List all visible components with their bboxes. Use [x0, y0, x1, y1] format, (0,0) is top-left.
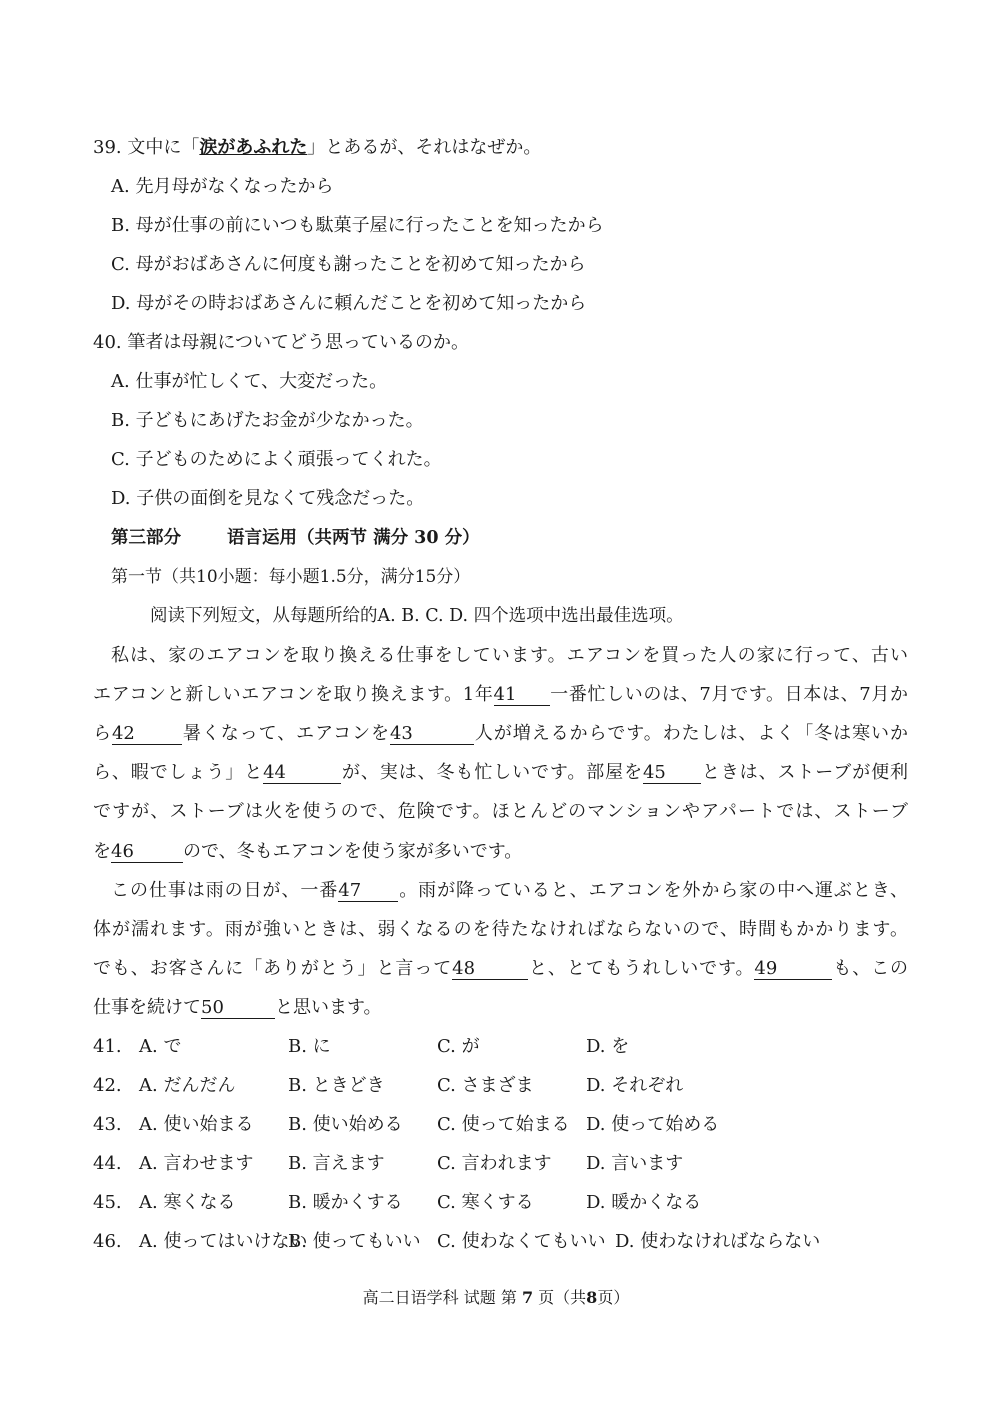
choice-number: 41. — [93, 1036, 122, 1057]
choice-option-a[interactable]: A. 言わせます — [139, 1153, 254, 1174]
passage-line: を46 ので、冬もエアコンを使う家が多いです。 — [93, 841, 523, 862]
choice-number: 44. — [93, 1153, 122, 1174]
blank-43[interactable]: 43 — [390, 724, 474, 745]
blank-42[interactable]: 42 — [112, 724, 182, 745]
q39-quote: 涙があふれた — [199, 137, 308, 158]
choice-option-a[interactable]: A. 使ってはいけない — [139, 1231, 308, 1252]
choice-option-d[interactable]: D. 暖かくなる — [586, 1192, 702, 1213]
blank-45[interactable]: 45 — [643, 763, 701, 784]
page-number: 7 — [521, 1288, 534, 1307]
choice-option-c[interactable]: C. が — [437, 1036, 480, 1057]
choice-option-c[interactable]: C. 言われます — [437, 1153, 552, 1174]
choice-number: 46. — [93, 1231, 122, 1252]
choice-option-d[interactable]: D. それぞれ — [586, 1075, 684, 1096]
passage-line: エアコンと新しいエアコンを取り換えます。1年41 一番忙しいのは、7月です。日本は、7月か — [93, 684, 908, 705]
passage-line: ですが、ストーブは火を使うので、危険です。ほとんどのマンションやアパートでは、ストーブ — [93, 801, 908, 822]
choice-option-c[interactable]: C. 使って始まる — [437, 1114, 570, 1135]
choice-option-b[interactable]: B. ときどき — [288, 1075, 385, 1096]
choice-number: 45. — [93, 1192, 122, 1213]
page-footer: 高二日语学科 试题 第 7 页（共8页） — [362, 1288, 630, 1307]
choice-option-b[interactable]: B. 使ってもいい — [288, 1231, 421, 1252]
passage-line: ら42 暑くなって、エアコンを43 人が増えるからです。わたしは、よく「冬は寒いか — [93, 723, 908, 744]
choice-option-a[interactable]: A. で — [139, 1036, 182, 1057]
choice-option-c[interactable]: C. さまざま — [437, 1075, 534, 1096]
q40-option-b: B. 子どもにあげたお金が少なかった。 — [111, 410, 424, 431]
page-total: 8 — [586, 1288, 598, 1307]
passage-line: ら、暇でしょう」と44 が、実は、冬も忙しいです。部屋を45 ときは、ストーブが便利 — [93, 762, 908, 783]
passage-line: 体が濡れます。雨が強いときは、弱くなるのを待たなければならないので、時間もかかります。 — [93, 919, 908, 940]
q40-option-a: A. 仕事が忙しくて、大変だった。 — [111, 371, 388, 392]
choice-option-a[interactable]: A. だんだん — [139, 1075, 236, 1096]
choice-number: 43. — [93, 1114, 122, 1135]
choice-option-d[interactable]: D. 使わなければならない — [615, 1231, 821, 1252]
passage-line: 仕事を続けて50 と思います。 — [93, 997, 382, 1018]
section-subheading: 第一节（共10小题：每小题1.5分，满分15分） — [111, 567, 471, 587]
question-39-stem — [93, 136, 908, 160]
q40-option-c: C. 子どものためによく頑張ってくれた。 — [111, 449, 442, 470]
q39-option-c: C. 母がおばあさんに何度も謝ったことを初めて知ったから — [111, 254, 586, 275]
choice-option-b[interactable]: B. に — [288, 1036, 331, 1057]
choice-option-d[interactable]: D. 言います — [586, 1153, 684, 1174]
choice-option-c[interactable]: C. 使わなくてもいい — [437, 1231, 606, 1252]
choice-option-a[interactable]: A. 使い始まる — [139, 1114, 254, 1135]
blank-46[interactable]: 46 — [111, 842, 183, 863]
choice-option-b[interactable]: B. 暖かくする — [288, 1192, 403, 1213]
passage-line: でも、お客さんに「ありがとう」と言って48 と、とてもうれしいです。49 も、この — [93, 958, 909, 979]
choice-option-d[interactable]: D. 使って始める — [586, 1114, 720, 1135]
q39-option-b: B. 母が仕事の前にいつも駄菓子屋に行ったことを知ったから — [111, 215, 604, 236]
choice-number: 42. — [93, 1075, 122, 1096]
blank-41[interactable]: 41 — [494, 685, 550, 706]
blank-49[interactable]: 49 — [754, 959, 832, 980]
q39-option-a: A. 先月母がなくなったから — [111, 176, 334, 197]
q40-option-d: D. 子供の面倒を見なくて残念だった。 — [111, 488, 425, 509]
choice-option-a[interactable]: A. 寒くなる — [139, 1192, 236, 1213]
section-title: 语言运用（共两节 满分 30 分） — [227, 528, 480, 548]
choice-option-c[interactable]: C. 寒くする — [437, 1192, 534, 1213]
section-part: 第三部分 — [111, 528, 181, 548]
choice-option-d[interactable]: D. を — [586, 1036, 630, 1057]
choice-option-b[interactable]: B. 使い始める — [288, 1114, 403, 1135]
q39-option-d: D. 母がその時おばあさんに頼んだことを初めて知ったから — [111, 293, 587, 314]
passage-line: 私は、家のエアコンを取り換える仕事をしています。エアコンを買った人の家に行って、古い — [111, 645, 908, 666]
question-40-stem: 40. 筆者は母親についてどう思っているのか。 — [93, 332, 469, 353]
q39-prefix: 39. 文中に「 — [93, 137, 200, 158]
passage-line: この仕事は雨の日が、一番47 。雨が降っていると、エアコンを外から家の中へ運ぶとき、 — [111, 880, 908, 901]
q39-suffix: 」とあるが、それはなぜか。 — [307, 137, 542, 158]
blank-48[interactable]: 48 — [452, 959, 528, 980]
section-instruction: 阅读下列短文，从每题所给的A. B. C. D. 四个选项中选出最佳选项。 — [150, 606, 684, 626]
choice-option-b[interactable]: B. 言えます — [288, 1153, 385, 1174]
blank-44[interactable]: 44 — [263, 763, 341, 784]
blank-50[interactable]: 50 — [201, 998, 275, 1019]
blank-47[interactable]: 47 — [338, 881, 398, 902]
section-heading — [111, 526, 926, 550]
